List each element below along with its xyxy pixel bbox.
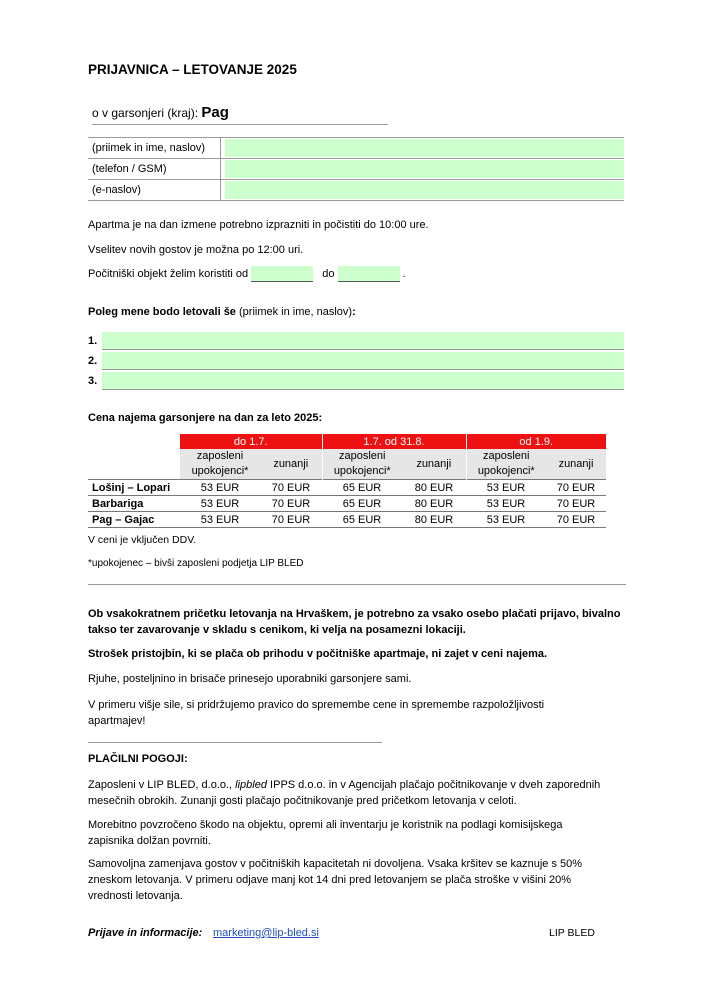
- force-majeure-note: V primeru višje sile, si pridržujemo pravico do spremembe cene in spremembe razpoložljivosti apartmajev!: [88, 699, 545, 727]
- period-prefix: Počitniški objekt želim koristiti od: [88, 267, 249, 280]
- price-cell: 53 EUR: [486, 513, 526, 526]
- date-from-field[interactable]: [251, 266, 313, 282]
- period-mid: do: [322, 267, 335, 280]
- external-col-header: zunanji: [416, 457, 452, 470]
- price-cell: 70 EUR: [271, 497, 311, 510]
- price-cell: 65 EUR: [342, 481, 382, 494]
- location-name: Barbariga: [92, 497, 144, 510]
- period-header: do 1.7.: [180, 434, 322, 449]
- footer-email-link[interactable]: marketing@lip-bled.si: [213, 927, 319, 939]
- external-col-header: zunanji: [273, 457, 309, 470]
- contact-row-email: [88, 180, 624, 201]
- companions-heading-rest: (priimek in ime, naslov): [239, 306, 353, 318]
- checkin-rule: Vselitev novih gostov je možna po 12:00 uri.: [88, 244, 304, 256]
- date-to-field[interactable]: [338, 266, 400, 282]
- price-cell: 53 EUR: [200, 513, 240, 526]
- price-row: [88, 512, 606, 528]
- price-cell: 70 EUR: [556, 513, 596, 526]
- price-cell: 80 EUR: [414, 481, 454, 494]
- payment-terms-3: Samovoljna zamenjava gostov v počitniških kapacitetah ni dovoljena. Vsaka kršitev se kaznuje s 50% zneskom letovanja. V primeru odjave manj kot 14 dni pred letovanjem se plača stroške v višini 20% vrednosti letovanja.: [88, 858, 583, 902]
- companions-heading-bold: Poleg mene bodo letovali še: [88, 306, 236, 318]
- companions-heading-colon: :: [352, 306, 356, 318]
- contact-table: [88, 137, 624, 201]
- phone-label: (telefon / GSM): [88, 159, 221, 179]
- companion-number: 1.: [88, 335, 98, 347]
- period-row: [88, 266, 406, 282]
- location-name: Pag – Gajac: [92, 513, 155, 526]
- price-row: [88, 480, 606, 496]
- divider: [88, 584, 626, 585]
- place-label: o v garsonjeri (kraj):: [92, 106, 199, 120]
- checkout-rule: Apartma je na dan izmene potrebno izprazniti in počistiti do 10:00 ure.: [88, 219, 429, 231]
- phone-field[interactable]: [225, 160, 624, 178]
- place-value[interactable]: Pag: [201, 104, 229, 121]
- period-end: .: [402, 267, 406, 280]
- payment-terms-2: Morebitno povzročeno škodo na objektu, opremi ali inventarju je koristnik na podlagi komisijskega zapisnika dolžan povrniti.: [88, 819, 563, 847]
- contact-row-phone: [88, 159, 624, 180]
- footer-company: LIP BLED: [549, 927, 595, 939]
- email-field[interactable]: [225, 181, 624, 199]
- companion-number: 3.: [88, 375, 98, 387]
- companion-row: [88, 332, 624, 350]
- price-cell: 80 EUR: [414, 497, 454, 510]
- payment-heading: PLAČILNI POGOJI:: [88, 753, 188, 765]
- companion-field-2[interactable]: [102, 352, 624, 370]
- companion-row: [88, 352, 624, 370]
- price-cell: 80 EUR: [414, 513, 454, 526]
- price-cell: 53 EUR: [486, 497, 526, 510]
- linen-note: Rjuhe, posteljnino in brisače prinesejo uporabniki garsonjere sami.: [88, 673, 412, 685]
- companion-field-3[interactable]: [102, 372, 624, 390]
- companion-row: [88, 372, 624, 390]
- companions-heading: [88, 306, 356, 318]
- name-field[interactable]: [225, 139, 624, 157]
- place-row: [92, 104, 388, 125]
- price-cell: 53 EUR: [200, 497, 240, 510]
- price-cell: 70 EUR: [271, 481, 311, 494]
- prices-heading: Cena najema garsonjere na dan za leto 2025:: [88, 412, 323, 424]
- price-cell: 65 EUR: [342, 497, 382, 510]
- name-label: (priimek in ime, naslov): [88, 138, 221, 158]
- period-header: od 1.9.: [466, 434, 606, 449]
- location-name: Lošinj – Lopari: [92, 481, 171, 494]
- price-table: [88, 434, 606, 528]
- contact-row-name: [88, 138, 624, 159]
- fees-note: Strošek pristojbin, ki se plača ob prihodu v počitniške apartmaje, ni zajet v ceni najema.: [88, 648, 548, 660]
- price-cell: 70 EUR: [556, 497, 596, 510]
- price-cell: 65 EUR: [342, 513, 382, 526]
- page-title: PRIJAVNICA – LETOVANJE 2025: [88, 62, 297, 77]
- price-row: [88, 496, 606, 512]
- footer-label: Prijave in informacije:: [88, 927, 203, 939]
- companion-field-1[interactable]: [102, 332, 624, 350]
- price-cell: 70 EUR: [271, 513, 311, 526]
- companions-list: [88, 332, 624, 392]
- croatia-note: Ob vsakokratnem pričetku letovanja na Hrvaškem, je potrebno za vsako osebo plačati prijavo, bivalno takso ter zavarovanje v skladu s cenikom, ki velja na posamezni lokaciji.: [88, 608, 621, 636]
- employees-col-header: zaposleni upokojenci*: [191, 450, 249, 477]
- employees-col-header: zaposleni upokojenci*: [322, 449, 402, 480]
- employees-col-header: zaposleni upokojenci*: [466, 449, 546, 480]
- price-cell: 70 EUR: [556, 481, 596, 494]
- period-header: 1.7. od 31.8.: [322, 434, 466, 449]
- price-cell: 53 EUR: [200, 481, 240, 494]
- companion-number: 2.: [88, 355, 98, 367]
- external-col-header: zunanji: [558, 457, 594, 470]
- vat-note: V ceni je vključen DDV.: [88, 534, 197, 546]
- retiree-note: *upokojenec – bivši zaposleni podjetja LIP BLED: [88, 558, 304, 569]
- email-label: (e-naslov): [88, 180, 221, 200]
- divider: [88, 742, 382, 743]
- payment-terms-1: Zaposleni v LIP BLED, d.o.o., lipbled IPPS d.o.o. in v Agencijah plačajo počitnikovanje v dveh zaporednih mesečnih obrokih. Zunanji gosti plačajo počitnikovanje pred pričetkom letovanja v celoti.: [88, 779, 601, 807]
- price-cell: 53 EUR: [486, 481, 526, 494]
